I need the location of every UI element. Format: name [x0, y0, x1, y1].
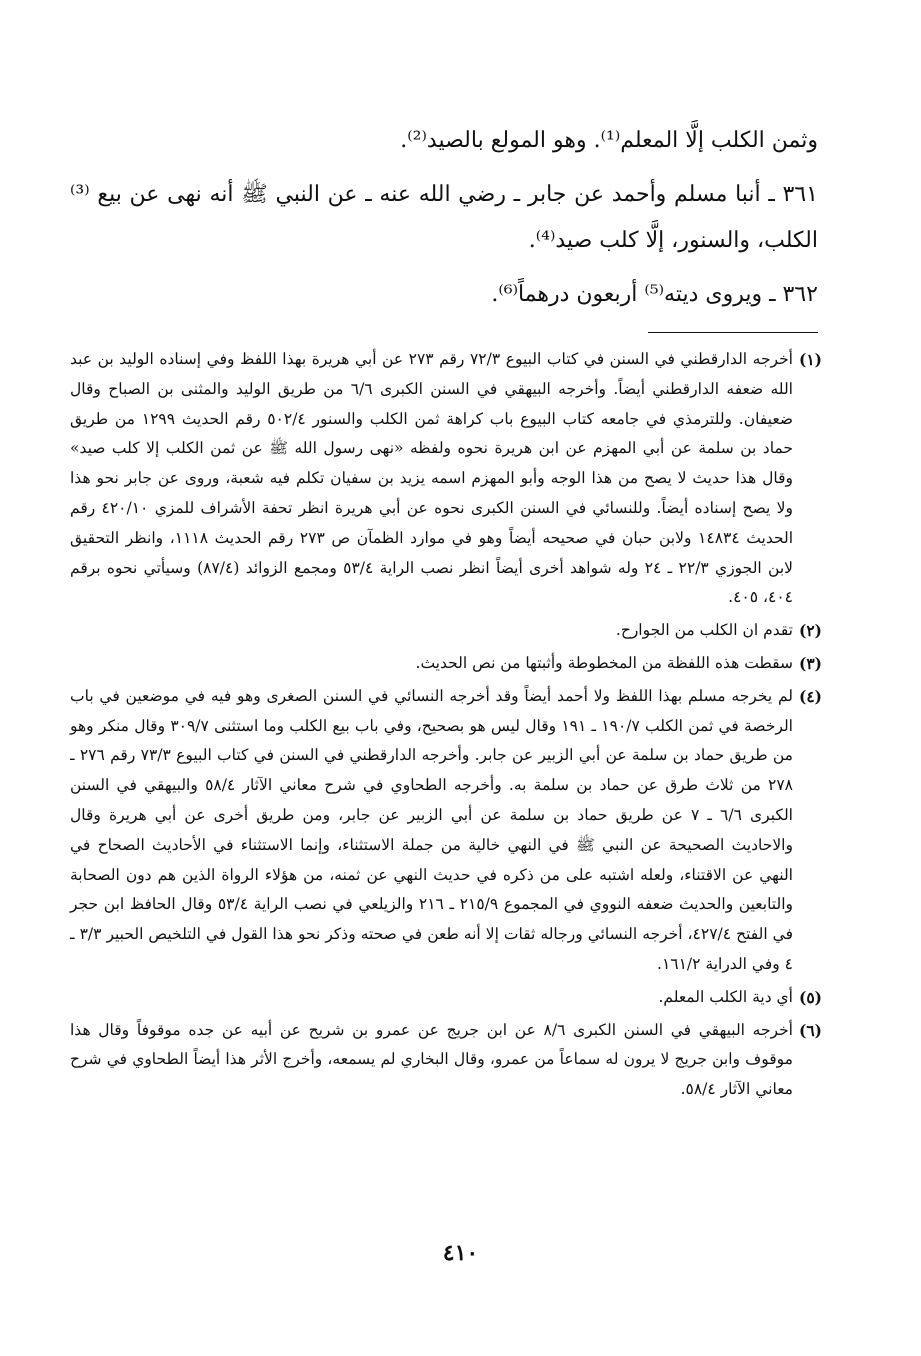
footnote-divider: [648, 332, 818, 333]
footnote-number: (٦): [798, 1020, 822, 1040]
page-number: ٤١٠: [442, 1240, 479, 1266]
footnote-6: [70, 1016, 822, 1105]
main-paragraph: وثمن الكلب إلَّا المعلم⁽¹⁾. وهو المولع بالصيد⁽²⁾.: [400, 128, 818, 153]
footnote-text: أخرجه البيهقي في السنن الكبرى ٨/٦ عن ابن جريج عن عمرو بن شريح عن أبيه عن جده موقوفاً وقال هذا موقوف وابن جريج لا يرون له سماعاً من عمرو، وقال البخاري لم يسمعه، وأخرج الأثر هذا أيضاً الطحاوي في شرح معاني الآثار ٥٨/٤.: [70, 1020, 793, 1099]
footnote-text: سقطت هذه اللفظة من المخطوطة وأثبتها من نص الحديث.: [415, 653, 793, 672]
footnote-number: (٤): [798, 686, 822, 706]
hadith-361: ٣٦١ ـ أنبا مسلم وأحمد عن جابر ـ رضي الله عنه ـ عن النبي ﷺ أنه نهى عن بيع ⁽³⁾ الكلب، والسنور، إلَّا كلب صيد⁽⁴⁾.: [70, 182, 818, 253]
footnote-1: [70, 345, 822, 613]
footnote-number: (١): [798, 350, 822, 369]
footnote-number: (٥): [798, 987, 822, 1007]
footnote-text: لم يخرجه مسلم بهذا اللفظ ولا أحمد أيضاً وقد أخرجه النسائي في السنن الصغرى وهو فيه في موضعين في باب الرخصة في ثمن الكلب ١٩٠/٧ ـ ١٩١ وقال ليس هو بصحيح، وفي باب بيع الكلب وما استثنى ٣٠٩/٧ وقال منكر وهو من طريق حماد بن سلمة عن أبي الزبير عن جابر. وأخرجه الدارقطني في السنن في كتاب البيوع ٧٣/٣ رقم ٢٧٦ ـ ٢٧٨ من ثلاث طرق عن حماد بن سلمة به. وأخرجه الطحاوي في شرح معاني الآثار ٥٨/٤ والبيهقي في السنن الكبرى ٦/٦ ـ ٧ عن طريق حماد بن سلمة عن أبي الزبير عن جابر، ومن طريق أخرى عن أبي هريرة وقال والاحاديث الصحيحة عن النبي ﷺ في النهي خالية من جملة الاستثناء، وإنما الاستثناء في الأحاديث الصحاح في النهي عن الاقتناء، ولعله اشتبه على من ذكره في حديث النهي عن ثمنه، من هؤلاء الرواة الذين هم دون الصحابة والتابعين والحديث ضعفه النووي في المجموع ٢١٥/٩ ـ ٢١٦ والزيلعي في نصب الراية ٥٣/٤ وقال الحافظ ابن حجر في الفتح ٤٢٧/٤، أخرجه النسائي ورجاله ثقات إلا أنه طعن في صحته وذكر نحو هذا القول في التلخيص الحبير ٣/٣ ـ ٤ وفي الدراية ١٦١/٢.: [70, 686, 793, 973]
footnote-text: أخرجه الدارقطني في السنن في كتاب البيوع ٧٢/٣ رقم ٢٧٣ عن أبي هريرة بهذا اللفظ وفي إسناده الوليد بن عبد الله ضعفه الدارقطني أيضاً. وأخرجه البيهقي في السنن الكبرى ٦/٦ من طريق الوليد والمثنى بن الصباح وقال ضعيفان. وللترمذي في جامعه كتاب البيوع باب كراهة ثمن الكلب والسنور ٥٠٢/٤ رقم الحديث ١٢٩٩ من طريق حماد بن سلمة عن أبي المهزم عن ابن هريرة نحوه ولفظه «نهى رسول الله ﷺ عن ثمن الكلب إلا كلب صيد» وقال هذا حديث لا يصح من هذا الوجه وأبو المهزم اسمه يزيد بن سفيان تكلم فيه شعبة، وروى عن جابر نحو هذا ولا يصح إسناده أيضاً. وللنسائي في السنن الكبرى نحوه عن أبي هريرة انظر تحفة الأشراف للمزي ٤٢٠/١٠ رقم الحديث ١٤٨٣٤ ولابن حبان في صحيحه أيضاً وهو في موارد الظمآن ص ٢٧٣ رقم الحديث ١١١٨، وانظر التحقيق لابن الجوزي ٢٢/٣ ـ ٢٤ وله شواهد أخرى أيضاً انظر نصب الراية ٥٣/٤ ومجمع الزوائد (٨٧/٤) وسيأتي نحوه برقم ٤٠٤، ٤٠٥.: [70, 350, 793, 607]
footnotes: [70, 345, 822, 1108]
footnote-3: [70, 649, 822, 679]
footnote-4: [70, 682, 822, 980]
footnote-number: (٢): [798, 621, 822, 641]
footnote-2: [70, 616, 822, 646]
hadith-362: ٣٦٢ ـ ويروى ديته⁽⁵⁾ أربعون درهماً⁽⁶⁾.: [491, 282, 818, 307]
footnote-text: أي دية الكلب المعلم.: [658, 987, 793, 1006]
footnote-number: (٣): [798, 653, 822, 673]
footnote-text: تقدم ان الكلب من الجوارح.: [615, 621, 793, 640]
footnote-5: [70, 983, 822, 1013]
main-text: [70, 118, 818, 326]
